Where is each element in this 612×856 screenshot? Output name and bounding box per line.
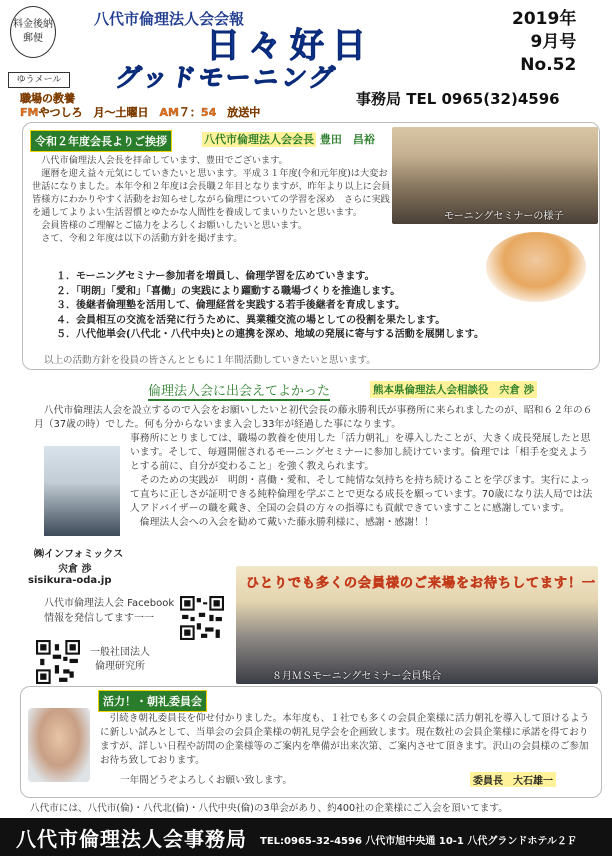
office-phone: 事務局 TEL 0965(32)4596 [356, 90, 560, 108]
facebook-line: 八代市倫理法人会 Facebook [44, 598, 175, 609]
radio-program-title: 職場の教養 [20, 92, 75, 105]
greeting-text [32, 154, 394, 245]
shikura-photo [44, 446, 120, 536]
bottom-note: 八代市には、八代市(倫)・八代北(倫)・八代中央(倫)の3単会があり、約400社の企業様にご入会を頂いてます。 [30, 803, 508, 814]
policy-item: ４．会員相互の交流を活発に行うために、異業種交流の場としての役割を果たします。 [56, 314, 446, 326]
policy-item: ５．八代他単会(八代北・八代中央)との連携を深め、地域の発展に寄与する活動を展開します。 [56, 329, 484, 340]
article-title: 倫理法人会に出会えてよかった [148, 380, 330, 401]
greeting-author-org: 八代市倫理法人会会長 [204, 133, 314, 146]
article-intro: 八代市倫理法人会を設立するので入会をお願いしたいと初代会長の藤永勝利氏が事務所に来られましたのが、昭和６２年の６月（37歳の時）でした。何も分からないまま入会し33年が経過した事になります。 [34, 405, 593, 430]
facebook-qr-code [180, 596, 224, 640]
magazine-title: 日々好日 [206, 26, 374, 66]
article-body [130, 432, 596, 530]
org-title: 八代市倫理法人会会報 [94, 10, 245, 28]
postage-stamp [10, 6, 56, 58]
group-photo-banner: ひとりでも多くの会員様のご来場をお待ちしてます！一 [246, 576, 597, 591]
greeting-closing: 以上の活動方針を役員の皆さんとともに１年間活動していきたいと思います。 [44, 355, 376, 366]
greeting-paragraph: さて、令和２年度は以下の活動方針を掲げます。 [41, 233, 243, 244]
policy-item: ２．「明朗」「愛和」「喜働」の実践により躍動する職場づくりを推進します。 [56, 285, 401, 297]
policy-list [56, 270, 484, 343]
company-name: ㈱インフォミックス [34, 549, 124, 560]
article-paragraph: そのための実践が 明朗・喜働・愛和、そして純情な気持ちを持ち続けることを学びます。実行によって直ちに正しさが証明できる純粋倫理を学ぶことで更なる成長を願っています。70歳になり法人局では法人アドバイザーの職を戴き、全国の会員の方々の指導にも貢献できていますことに感謝しています。 [130, 475, 593, 514]
issue-number: No.52 [520, 55, 577, 75]
institute-line: 倫理研究所 [95, 661, 145, 672]
greeting-paragraph: 会員皆様のご理解とご協力をよろしくお願いしたいと思います。 [41, 220, 307, 231]
footer-org-name: 八代市倫理法人会事務局 [16, 827, 247, 851]
institute-label [90, 646, 150, 674]
stamp-line-1: 料金後納 [13, 19, 53, 30]
website-url: sisikura-oda.jp [28, 575, 112, 586]
magazine-subtitle: グッドモーニング [113, 63, 340, 92]
stamp-line-2: 郵便 [23, 33, 43, 44]
greeting-title: 令和２年度会長よりご挨拶 [30, 130, 172, 152]
institute-line: 一般社団法人 [90, 647, 150, 658]
article-author: 熊本県倫理法人会相談役 宍倉 渉 [370, 381, 537, 398]
group-photo-caption: ８月ＭＳモーニングセミナー会員集合 [272, 671, 442, 682]
facebook-notice [44, 596, 174, 626]
committee-signature: 委員長 大石雄一 [470, 772, 556, 787]
article-paragraph: 事務所にとりましては、職場の教養を使用した「活力朝礼」を導入したことが、大きく成長発展したと思います。そして、毎週開催されるモーニングセミナーに参加し続けています。倫理では「相手を変えようとする前に、自分が変わること」を強く教えられます。 [130, 433, 591, 472]
issue-info [512, 8, 576, 77]
policy-item: １．モーニングセミナー参加者を増員し、倫理学習を広めていきます。 [56, 271, 375, 282]
committee-title: 活力！・朝礼委員会 [98, 690, 207, 712]
group-photo [236, 566, 598, 684]
institute-qr-code [36, 640, 80, 684]
issue-month: 9月号 [530, 32, 577, 52]
committee-text: 引続き朝礼委員長を仰せ付かりました。本年度も、１社でも多くの会員企業様に活力朝礼を導入して頂けるように新しい試みとして、当単会の会員企業様の朝礼見学会を企画致します。現在数社の会員企業様に承諾を得ておりますが、詳しい日程や訪問の企業様等のご案内を準備が出来次第、ご案内させて頂きます。沢山の会員様のご参加お待ち致しております。 [100, 713, 590, 766]
seminar-photo-caption: モーニングセミナーの様子 [444, 211, 564, 222]
chairman-photo [486, 232, 586, 302]
facebook-line: 情報を発信してます一一 [44, 613, 154, 624]
radio-schedule: FMやつしろ 月〜土曜日 AM７：54 放送中 [20, 106, 261, 119]
yumail-label: ゆうメール [8, 72, 70, 88]
greeting-paragraph: 八代市倫理法人会長を拝命しています、豊田でございます。 [41, 155, 288, 166]
committee-chair-photo [28, 708, 90, 782]
greeting-author [202, 131, 375, 147]
greeting-author-name: 豊田 昌裕 [319, 133, 375, 146]
person-name: 宍倉 渉 [58, 564, 92, 575]
article-paragraph: 倫理法人会への入会を勧めて戴いた藤永勝利様に、感謝・感謝！！ [139, 517, 434, 528]
seminar-photo [392, 127, 598, 224]
footer-contact: TEL:0965-32-4596 八代市旭中央通 10-1 八代グランドホテル２Ｆ [260, 836, 577, 847]
greeting-paragraph: 運暦を迎え益々元気にしていきたいと思います。平成３１年度(令和元年度)は大変お世話になりました。本年令和２年度は会長職２年目となりますが、昨年より以上に会員皆様方にわかりやすく活動をお知らせしながら倫理についての学習を深め さらに実践を通してよりよい生活習慣とゆたかな人間性を養成してまいりたいと思います。 [32, 168, 391, 218]
committee-closing: 一年間どうぞよろしくお願い致します。 [120, 775, 292, 786]
policy-item: ３．後継者倫理塾を活用して、倫理経営を実践する若手後継者を育成します。 [56, 300, 405, 311]
issue-year: 2019年 [512, 9, 577, 29]
